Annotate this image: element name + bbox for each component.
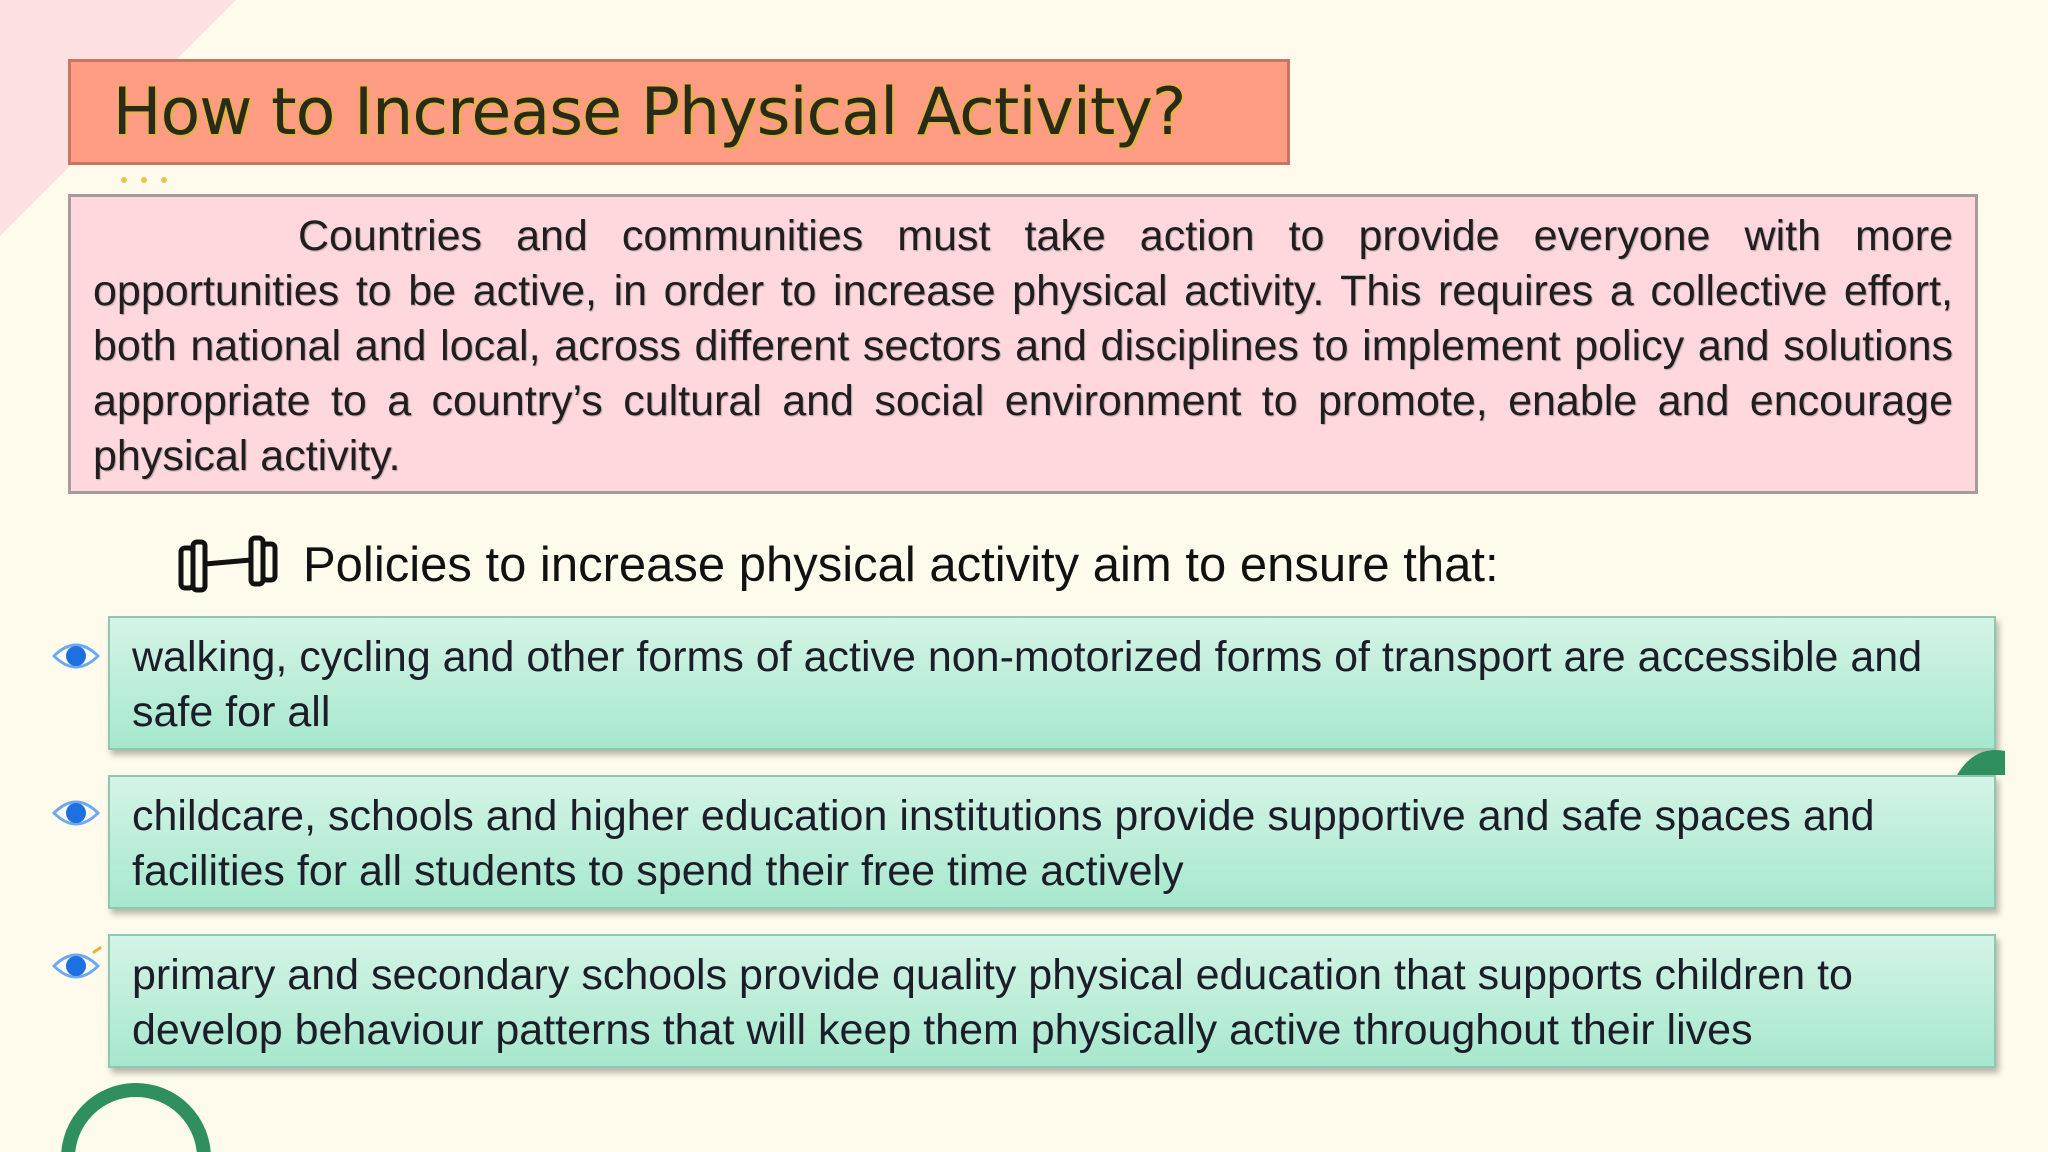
intro-paragraph: Countries and communities must take action to provide everyone with more opportunities to be active, in order to increase physical activity. This requires a collective effort, both national and local, across different sectors and disciplines to implement policy and solutions appropriate to a country’s cultural and social environment to promote, enable and encourage physical activity. — [93, 212, 1953, 480]
bullet-box — [108, 775, 1996, 909]
title-banner — [68, 59, 1290, 165]
policy-header — [175, 530, 1499, 600]
intro-panel — [68, 194, 1978, 494]
bullet-text: walking, cycling and other forms of active non-motorized forms of transport are accessible and safe for all — [132, 633, 1923, 736]
green-arc-decoration — [1955, 745, 2015, 785]
eye-icon — [50, 793, 102, 833]
bullet-box — [108, 616, 1996, 750]
policy-header-text: Policies to increase physical activity aim to ensure that: — [303, 538, 1499, 592]
eye-icon — [50, 946, 102, 986]
slide-title: How to Increase Physical Activity? — [112, 74, 1186, 150]
bullet-text: childcare, schools and higher education institutions provide supportive and safe spaces and facilities for all students to spend their free time actively — [132, 792, 1875, 895]
dots-decoration — [119, 176, 179, 184]
bullet-box — [108, 934, 1996, 1068]
dumbbell-icon — [175, 530, 285, 600]
bullet-text: primary and secondary schools provide quality physical education that supports children to develop behaviour patterns that will keep them physically active throughout their lives — [132, 951, 1853, 1054]
green-ring-decoration — [56, 1078, 216, 1152]
eye-icon — [50, 636, 102, 676]
